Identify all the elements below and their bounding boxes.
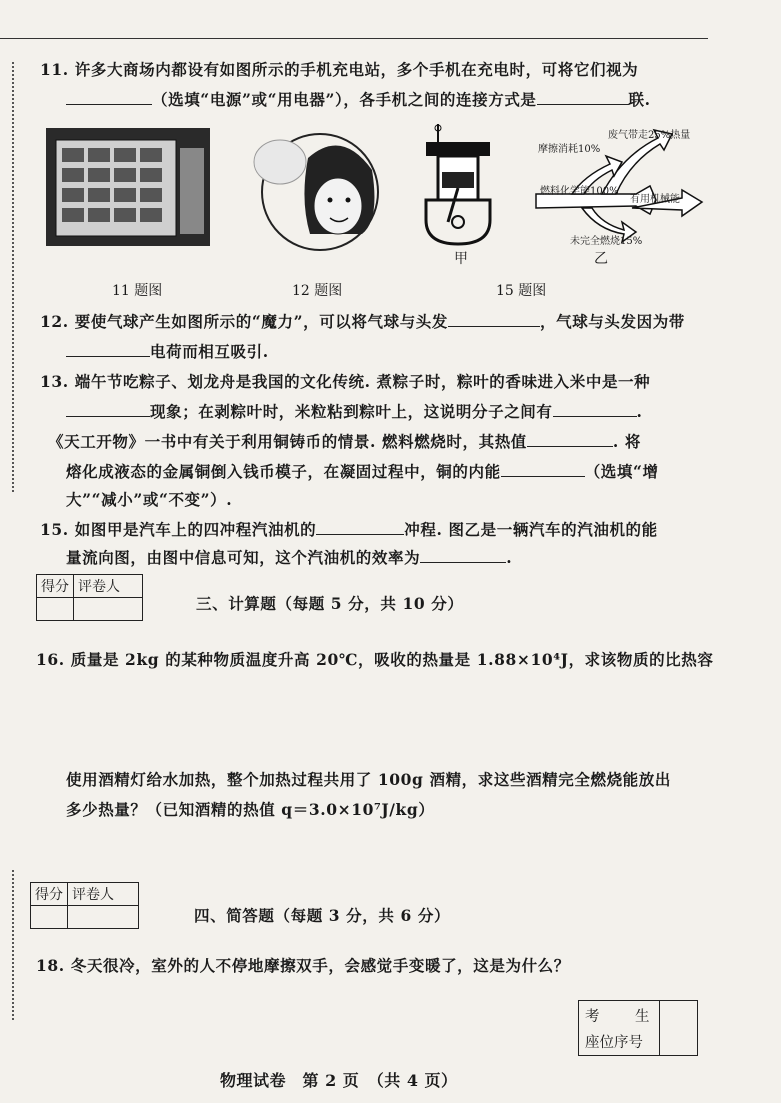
q12-line2 xyxy=(66,340,269,362)
flow-label-fuel: 燃料化学能100% xyxy=(540,186,619,197)
q14-line1-text: 《天工开物》一书中有关于利用铜铸币的情景. 燃料燃烧时，其热值 xyxy=(48,432,527,451)
q13-line2 xyxy=(66,400,643,422)
score-header: 得分 xyxy=(37,575,74,598)
flow-label-exhaust: 废气带走25%热量 xyxy=(608,130,691,141)
q15-line2-end: . xyxy=(506,548,513,567)
seat-number-box xyxy=(578,1000,698,1056)
q16-answer-space[interactable] xyxy=(36,674,736,762)
top-rule xyxy=(0,38,708,39)
q15-line2-text: 量流向图，由图中信息可知，这个汽油机的效率为 xyxy=(66,548,421,567)
q18-answer-space[interactable] xyxy=(36,980,556,1050)
seat-label xyxy=(579,1001,660,1055)
q12-line2-text: 电荷而相互吸引. xyxy=(150,342,269,361)
q13-line2-end: . xyxy=(636,402,643,421)
q11-line2-end: 联. xyxy=(628,90,651,109)
q11-blank-1[interactable] xyxy=(66,90,152,105)
q17-line2: 多少热量？（已知酒精的热值 q＝3.0×10⁷J/kg） xyxy=(66,800,435,819)
score-table-section4 xyxy=(30,882,139,929)
q14-line1 xyxy=(48,430,641,452)
balloon-girl-figure xyxy=(252,130,380,252)
score-cell[interactable] xyxy=(37,598,74,621)
q15-line1 xyxy=(40,518,658,540)
caption-q12: 12 题图 xyxy=(292,283,343,299)
q14-line2-end: （选填“增 xyxy=(584,462,659,481)
q11-line2-text: （选填“电源”或“用电器”），各手机之间的连接方式是 xyxy=(152,90,537,109)
q12-line1 xyxy=(40,310,685,332)
q17-line1: 使用酒精灯给水加热，整个加热过程共用了 100g 酒精，求这些酒精完全燃烧能放出 xyxy=(66,770,671,789)
q15-line2 xyxy=(66,546,512,568)
seat-number-field[interactable] xyxy=(661,1001,697,1055)
q13-blank-1[interactable] xyxy=(66,402,150,417)
q11-blank-2[interactable] xyxy=(537,90,629,105)
seat-label-line2: 座位序号 xyxy=(585,1035,643,1051)
flow-label-useful: 有用机械能 xyxy=(630,194,680,205)
figure-label-yi: 乙 xyxy=(594,251,608,267)
q14-blank-2[interactable] xyxy=(501,462,585,477)
q14-line2-text: 熔化成液态的金属铜倒入钱币模子，在凝固过程中，铜的内能 xyxy=(66,462,501,481)
q17-answer-space[interactable] xyxy=(36,826,736,876)
q12-blank-1[interactable] xyxy=(448,312,540,327)
section4-title: 四、简答题（每题 3 分，共 6 分） xyxy=(194,906,451,925)
q12-line1-text: 12. 要使气球产生如图所示的“魔力”，可以将气球与头发 xyxy=(40,312,448,331)
seat-label-line1a: 考 xyxy=(585,1009,600,1025)
grader-cell[interactable] xyxy=(68,906,139,929)
figure-label-jia: 甲 xyxy=(454,251,468,267)
q13-line2-text: 现象；在剥粽叶时，米粒粘到粽叶上，这说明分子之间有 xyxy=(150,402,553,421)
binding-dotted-line xyxy=(12,870,14,1020)
q12-blank-2[interactable] xyxy=(66,342,150,357)
binding-dotted-line xyxy=(12,62,14,492)
q11-line2 xyxy=(66,88,651,110)
q13-line1: 13. 端午节吃粽子、划龙舟是我国的文化传统. 煮粽子时，粽叶的香味进入米中是一种 xyxy=(40,372,651,391)
seat-label-line1b: 生 xyxy=(635,1009,650,1025)
score-header: 得分 xyxy=(31,883,68,906)
q14-line2 xyxy=(66,460,659,482)
q15-line1-end: 冲程. 图乙是一辆汽车的汽油机的能 xyxy=(404,520,658,539)
q14-line1-end: . 将 xyxy=(612,432,641,451)
q16-text: 16. 质量是 2kg 的某种物质温度升高 20℃，吸收的热量是 1.88×10⁴J，求该物质的比热容 xyxy=(36,650,714,669)
flow-label-incomplete: 未完全燃烧15% xyxy=(570,236,643,247)
page-footer: 物理试卷 第 2 页 （共 4 页） xyxy=(220,1071,458,1090)
q12-line1-end: ，气球与头发因为带 xyxy=(540,312,685,331)
engine-figure-jia xyxy=(418,120,498,256)
score-cell[interactable] xyxy=(31,906,68,929)
caption-q15: 15 题图 xyxy=(496,283,547,299)
charging-station-figure xyxy=(46,128,210,246)
q11-line1: 11. 许多大商场内都设有如图所示的手机充电站，多个手机在充电时，可将它们视为 xyxy=(40,60,639,79)
q13-blank-2[interactable] xyxy=(553,402,637,417)
grader-header: 评卷人 xyxy=(74,575,143,598)
q15-blank-1[interactable] xyxy=(316,520,404,535)
flow-label-friction: 摩擦消耗10% xyxy=(538,144,601,155)
q15-line1-text: 15. 如图甲是汽车上的四冲程汽油机的 xyxy=(40,520,317,539)
grader-cell[interactable] xyxy=(74,598,143,621)
q14-line3: 大”“减小”或“不变”）. xyxy=(66,490,233,509)
caption-q11: 11 题图 xyxy=(112,283,163,299)
q15-blank-2[interactable] xyxy=(420,548,506,563)
score-table-section3 xyxy=(36,574,143,621)
grader-header: 评卷人 xyxy=(68,883,139,906)
section3-title: 三、计算题（每题 5 分，共 10 分） xyxy=(196,594,464,613)
q14-blank-1[interactable] xyxy=(527,432,613,447)
q18-text: 18. 冬天很冷，室外的人不停地摩擦双手，会感觉手变暖了，这是为什么？ xyxy=(36,956,570,975)
